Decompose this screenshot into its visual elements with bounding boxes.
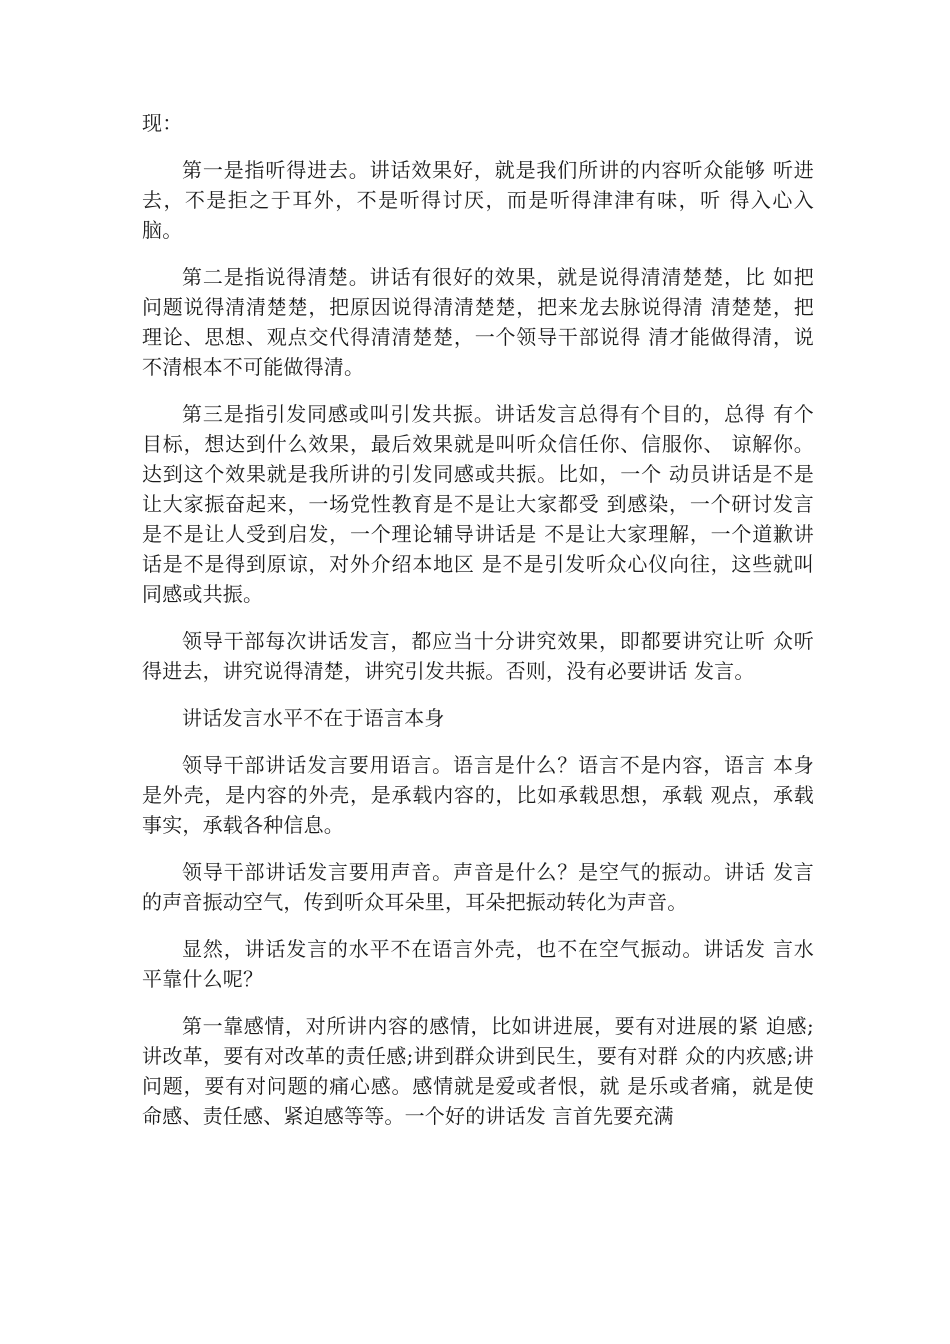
paragraph-5: 领导干部每次讲话发言，都应当十分讲究效果，即都要讲究让听 众听得进去，讲究说得清楚，讲究引发共振。否则，没有必要讲话 发言。	[142, 629, 814, 683]
document-page	[142, 108, 814, 1148]
section-heading: 讲话发言水平不在于语言本身	[182, 706, 445, 730]
paragraph-3: 第二是指说得清楚。讲话有很好的效果，就是说得清清楚楚，比 如把问题说得清清楚楚，把原因说得清清楚楚，把来龙去脉说得清 清楚楚，把理论、思想、观点交代得清清楚楚，一个领导干部说得 清才能做得清，说不清根本不可能做得清。	[142, 265, 814, 379]
paragraph-4: 第三是指引发同感或叫引发共振。讲话发言总得有个目的，总得 有个目标，想达到什么效果，最后效果就是叫听众信任你、信服你、 谅解你。达到这个效果就是我所讲的引发同感或共振。比如，一个 动员讲话是不是让大家振奋起来，一场党性教育是不是让大家都受 到感染，一个研讨发言是不是让人受到启发，一个理论辅导讲话是 不是让大家理解，一个道歉讲话是不是得到原谅，对外介绍本地区 是不是引发听众心仪向往，这些就叫同感或共振。	[142, 402, 814, 606]
paragraph-1: 现：	[142, 111, 183, 135]
paragraph-10: 第一靠感情，对所讲内容的感情，比如讲进展，要有对进展的紧 迫感;讲改革，要有对改革的责任感;讲到群众讲到民生，要有对群 众的内疚感;讲问题，要有对问题的痛心感。感情就是爱或者恨，就 是乐或者痛，就是使命感、责任感、紧迫感等等。一个好的讲话发 言首先要充满	[142, 1014, 814, 1128]
paragraph-8: 领导干部讲话发言要用声音。声音是什么？是空气的振动。讲话 发言的声音振动空气，传到听众耳朵里，耳朵把振动转化为声音。	[142, 860, 814, 914]
paragraph-7: 领导干部讲话发言要用语言。语言是什么？语言不是内容，语言 本身是外壳，是内容的外壳，是承载内容的，比如承载思想，承载 观点，承载事实，承载各种信息。	[142, 753, 814, 837]
paragraph-2: 第一是指听得进去。讲话效果好，就是我们所讲的内容听众能够 听进去，不是拒之于耳外，不是听得讨厌，而是听得津津有味，听 得入心入脑。	[142, 158, 814, 242]
paragraph-9: 显然，讲话发言的水平不在语言外壳，也不在空气振动。讲话发 言水平靠什么呢？	[142, 937, 814, 991]
